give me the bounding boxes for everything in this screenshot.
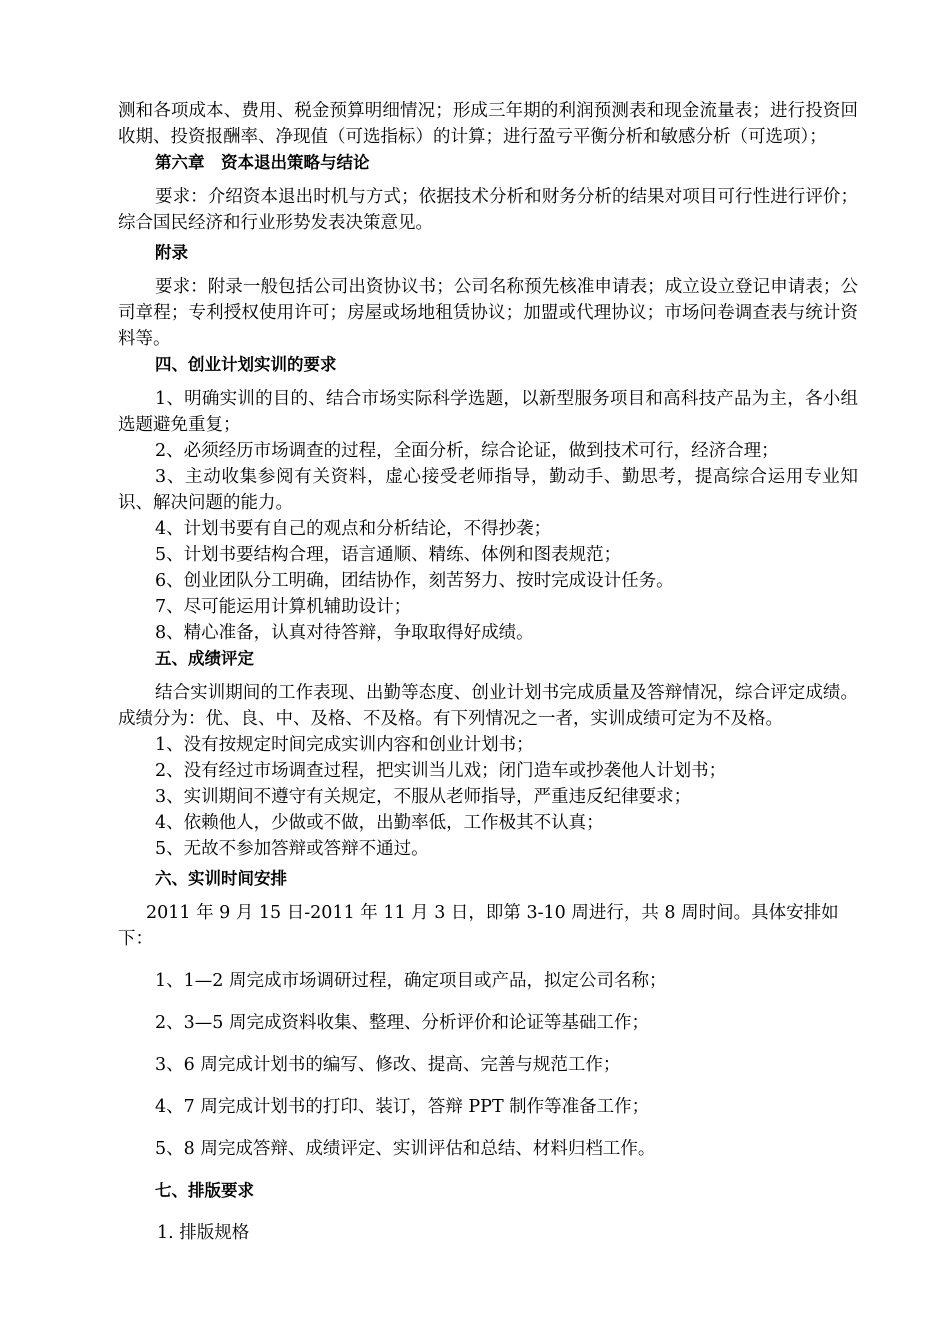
chapter6-heading: 第六章 资本退出策略与结论: [155, 153, 370, 172]
section5-paragraph: 结合实训期间的工作表现、出勤等态度、创业计划书完成质量及答辩情况，综合评定成绩。成绩分为：优、良、中、及格、不及格。有下列情况之一者，实训成绩可定为不及格。: [118, 683, 858, 729]
section5-item: 3、实训期间不遵守有关规定，不服从老师指导，严重违反纪律要求；: [155, 787, 692, 807]
schedule-item: 2、3—5 周完成资料收集、整理、分析评价和论证等基础工作；: [155, 1013, 649, 1033]
section7-heading: 七、排版要求: [155, 1181, 254, 1200]
section4-item: 2、必须经历市场调查的过程，全面分析，综合论证，做到技术可行，经济合理；: [155, 441, 779, 461]
section5-item: 4、依赖他人，少做或不做，出勤率低，工作极其不认真；: [155, 813, 604, 833]
schedule-item: 3、6 周完成计划书的编写、修改、提高、完善与规范工作；: [155, 1055, 621, 1075]
schedule-intro: 2011 年 9 月 15 日-2011 年 11 月 3 日，即第 3-10 周进行，共 8 周时间。具体安排如下：: [118, 903, 839, 949]
section7-subheading: 1. 排版规格: [157, 1223, 250, 1243]
section6-heading: 六、实训时间安排: [155, 869, 287, 888]
section4-item: 6、创业团队分工明确，团结协作，刻苦努力、按时完成设计任务。: [155, 571, 674, 591]
appendix-heading: 附录: [155, 243, 188, 262]
chapter6-paragraph: 要求：介绍资本退出时机与方式；依据技术分析和财务分析的结果对项目可行性进行评价；综合国民经济和行业形势发表决策意见。: [118, 187, 858, 233]
section4-item: 1、明确实训的目的、结合市场实际科学选题，以新型服务项目和高科技产品为主，各小组选题避免重复；: [118, 389, 858, 435]
schedule-item: 5、8 周完成答辩、成绩评定、实训评估和总结、材料归档工作。: [155, 1139, 656, 1159]
section4-heading: 四、创业计划实训的要求: [155, 355, 337, 374]
intro-paragraph: 测和各项成本、费用、税金预算明细情况；形成三年期的利润预测表和现金流量表；进行投资回收期、投资报酬率、净现值（可选指标）的计算；进行盈亏平衡分析和敏感分析（可选项）；: [118, 101, 858, 147]
schedule-list: [118, 900, 858, 1162]
section5-item: 2、没有经过市场调查过程，把实训当儿戏；闭门造车或抄袭他人计划书；: [155, 761, 727, 781]
schedule-item: 4、7 周完成计划书的打印、装订，答辩 PPT 制作等准备工作；: [155, 1097, 650, 1117]
section5-item: 1、没有按规定时间完成实训内容和创业计划书；: [155, 735, 534, 755]
appendix-paragraph: 要求：附录一般包括公司出资协议书；公司名称预先核准申请表；成立设立登记申请表；公司章程；专利授权使用许可；房屋或场地租赁协议；加盟或代理协议；市场问卷调查表与统计资料等。: [118, 277, 858, 349]
section4-item: 3、主动收集参阅有关资料，虚心接受老师指导，勤动手、勤思考，提高综合运用专业知识、解决问题的能力。: [118, 467, 858, 513]
section5-item: 5、无故不参加答辩或答辩不通过。: [155, 839, 429, 859]
section4-item: 7、尽可能运用计算机辅助设计；: [155, 597, 412, 617]
section4-item: 4、计划书要有自己的观点和分析结论，不得抄袭；: [155, 519, 552, 539]
section4-item: 8、精心准备，认真对待答辩，争取取得好成绩。: [155, 623, 534, 643]
section5-heading: 五、成绩评定: [155, 649, 254, 668]
schedule-item: 1、1—2 周完成市场调研过程，确定项目或产品，拟定公司名称；: [155, 971, 667, 991]
section4-item: 5、计划书要结构合理，语言通顺、精练、体例和图表规范；: [155, 545, 622, 565]
